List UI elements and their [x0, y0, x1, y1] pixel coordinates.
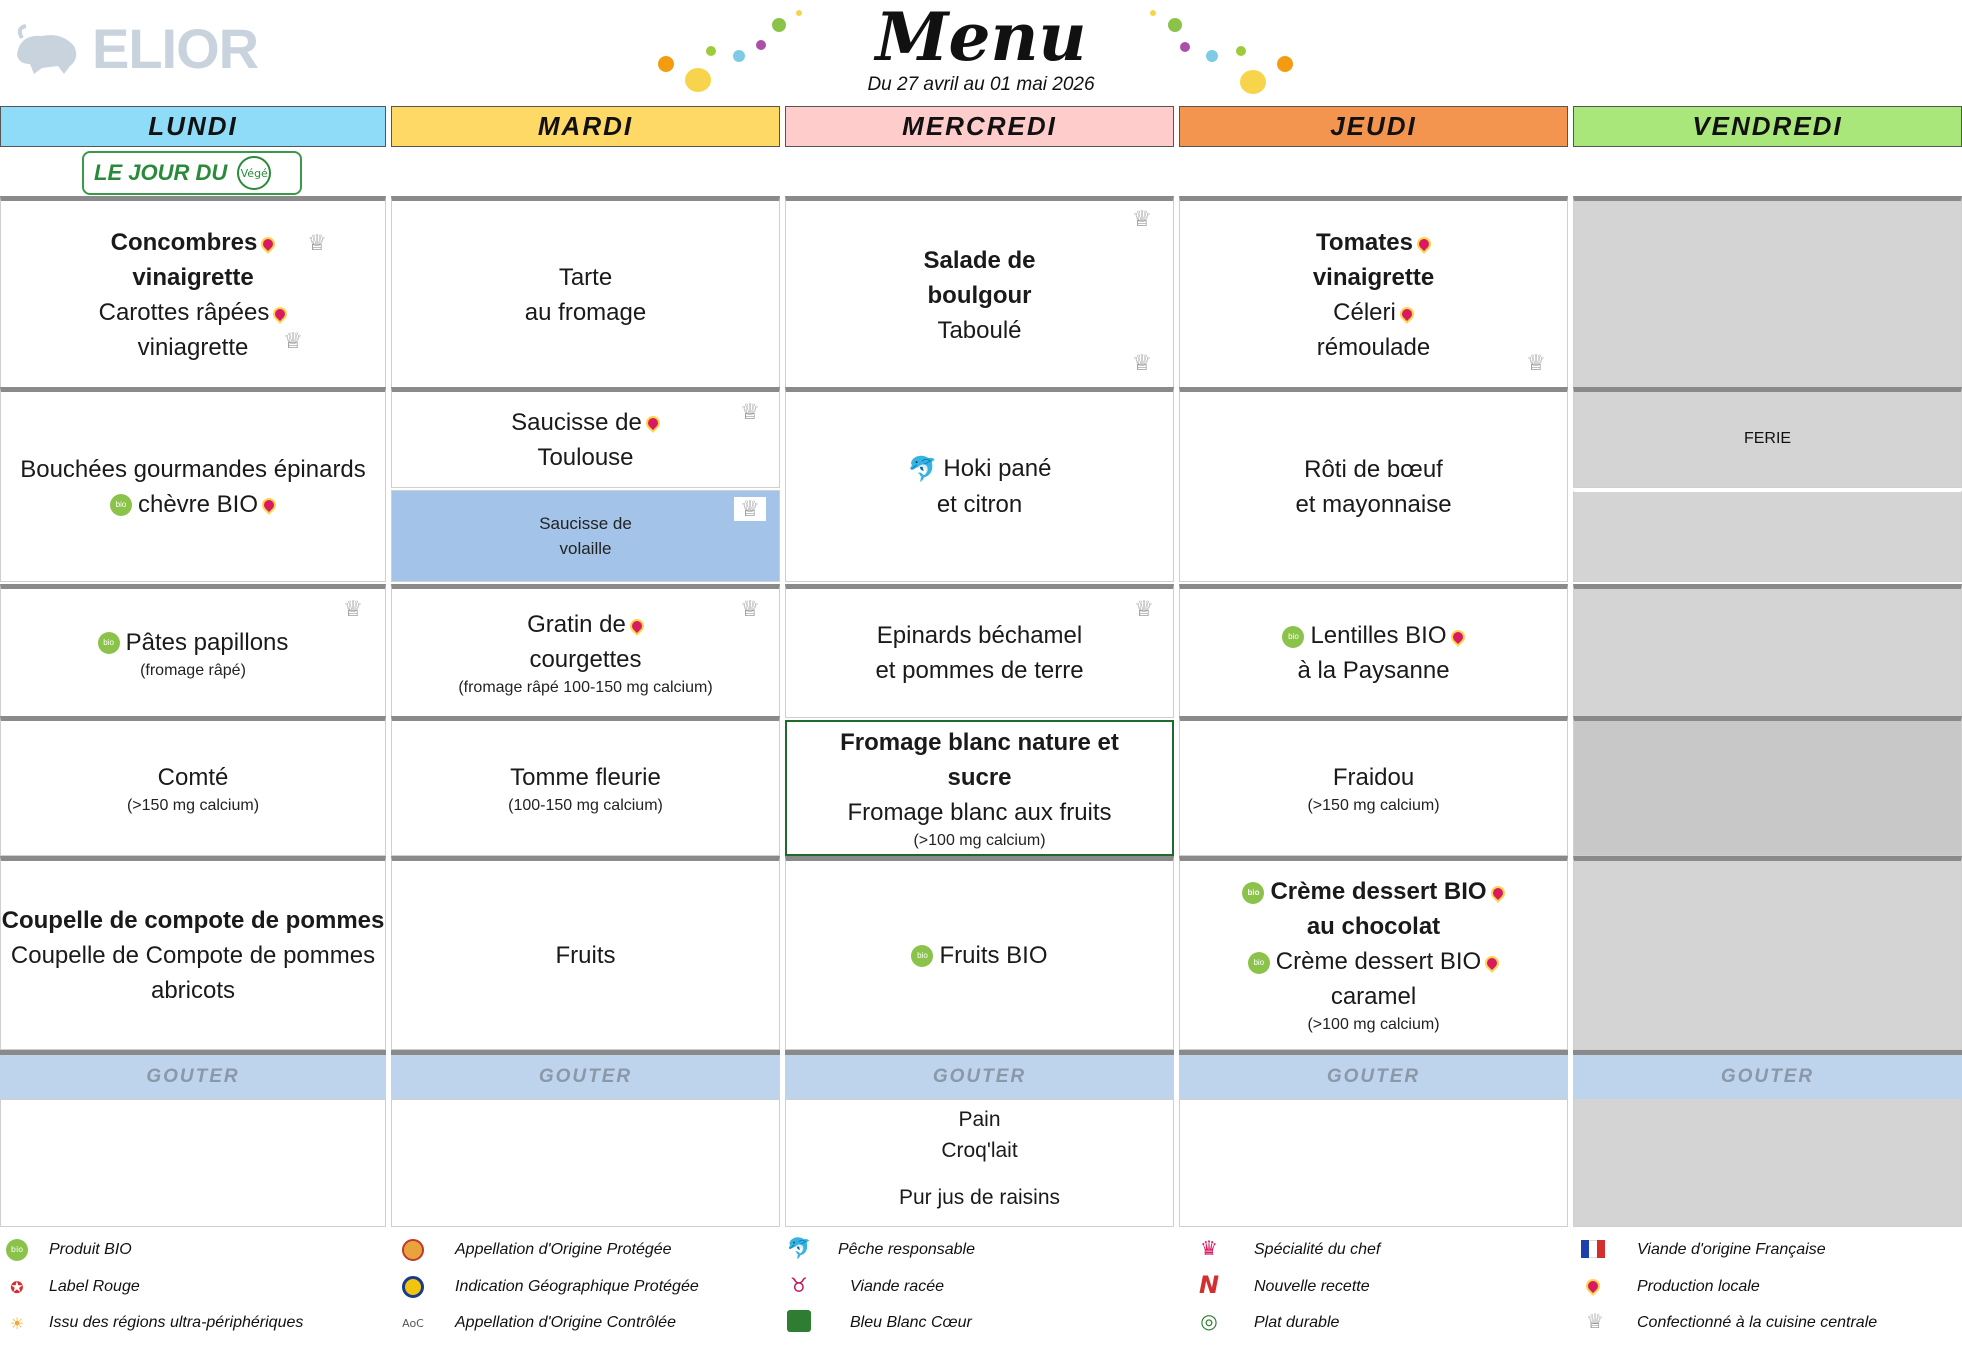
day-header-jeudi: JEUDI [1179, 106, 1568, 147]
dish-line: Coupelle de Compote de pommes [10, 941, 376, 969]
dish-note: (>150 mg calcium) [126, 796, 260, 814]
dessert-vendredi [1573, 856, 1962, 1050]
dish-note: (>100 mg calcium) [913, 831, 1046, 849]
dish-line: Salade de [923, 246, 1036, 274]
igp-icon [400, 1274, 426, 1300]
snack-line: Pain [958, 1108, 1001, 1131]
accomp-vendredi [1573, 584, 1962, 718]
page-title: Menu [875, 0, 1087, 76]
plat-mercredi [785, 387, 1174, 582]
legend-label: Issu des régions ultra-périphériques [49, 1314, 304, 1331]
dish-line: Rôti de bœuf [1304, 455, 1443, 483]
dish-line: Carottes râpées [98, 299, 270, 326]
bleu-blanc-coeur-icon [786, 1308, 812, 1334]
dish-line: vinaigrette [1312, 264, 1435, 291]
dish-line: Comté [157, 763, 229, 791]
chef-hat-icon: ♕ [740, 596, 760, 621]
dish-line: à la Paysanne [1297, 657, 1450, 684]
dish-line: courgettes [529, 646, 642, 673]
dish-line: Crème dessert BIO [1270, 878, 1487, 905]
pin-icon [259, 495, 279, 515]
bio-icon: bio [1242, 882, 1264, 904]
plat-mardi [391, 387, 780, 488]
new-recipe-icon: N [1198, 1271, 1220, 1299]
dish-note: (100-150 mg calcium) [508, 796, 663, 814]
pin-icon [643, 413, 663, 433]
aoc-icon: AoC [402, 1316, 424, 1330]
dish-note: (>150 mg calcium) [1307, 796, 1440, 814]
laitage-mercredi[interactable] [785, 720, 1174, 856]
gouter-header-vendredi: GOUTER [1573, 1050, 1962, 1099]
label-rouge-icon: ✪ [10, 1277, 24, 1297]
legend-label: Nouvelle recette [1254, 1278, 1370, 1295]
gouter-mardi [391, 1099, 780, 1227]
legend-label: Spécialité du chef [1254, 1241, 1381, 1258]
chef-hat-icon: ♕ [283, 328, 303, 353]
legend-label: Production locale [1637, 1278, 1760, 1295]
bio-icon: bio [911, 945, 933, 967]
fish-icon: 🐬 [786, 1236, 812, 1260]
entree-vendredi [1573, 196, 1962, 390]
legend-label: Bleu Blanc Cœur [850, 1314, 972, 1331]
dish-line: Concombres [110, 229, 258, 256]
sustainable-icon: ◎ [1200, 1309, 1218, 1333]
dish-line: Taboulé [937, 316, 1022, 344]
dish-line: sucre [947, 763, 1012, 791]
dish-line: chèvre BIO [137, 490, 259, 518]
chef-hat-icon: ♕ [1134, 596, 1154, 621]
pin-icon [1397, 304, 1417, 324]
bio-icon: bio [98, 632, 120, 654]
dessert-jeudi [1179, 856, 1568, 1050]
fish-icon: 🐬 [907, 456, 938, 484]
accomp-mardi [391, 584, 780, 718]
dish-line: viniagrette [137, 334, 249, 361]
laitage-mardi [391, 716, 780, 856]
plat-vendredi [1573, 387, 1962, 488]
pin-icon [1414, 234, 1434, 254]
pin-icon [270, 304, 290, 324]
dish-line: Crème dessert BIO [1275, 948, 1482, 975]
dish-line: Coupelle de compote de pommes [1, 906, 385, 934]
dish-line: Saucisse de [511, 408, 642, 436]
dish-line: et citron [936, 491, 1023, 519]
brand-name: ELIOR [92, 17, 259, 80]
dish-line: Céleri [1333, 299, 1396, 326]
gouter-header-lundi: GOUTER [0, 1050, 386, 1099]
bio-icon: bio [1282, 626, 1304, 648]
chef-hat-icon: ♕ [740, 399, 760, 424]
legend-label: Viande racée [850, 1278, 944, 1295]
dish-line: Saucisse de [539, 514, 632, 533]
gouter-header-jeudi: GOUTER [1179, 1050, 1568, 1099]
entree-lundi [0, 196, 386, 390]
dish-line: Fromage blanc aux fruits [847, 798, 1112, 826]
pin-icon [1448, 627, 1468, 647]
dessert-lundi [0, 856, 386, 1050]
dish-line: Tarte [558, 264, 613, 291]
bio-icon: bio [110, 494, 132, 516]
dish-line: Fruits [555, 941, 616, 969]
day-header-mardi: MARDI [391, 106, 780, 147]
chef-hat-icon: ♕ [343, 596, 363, 621]
legend-label: Pêche responsable [838, 1241, 975, 1258]
laitage-vendredi [1573, 716, 1962, 856]
chef-icon: ♛ [1200, 1236, 1218, 1260]
pin-icon [1482, 953, 1502, 973]
plat-vendredi-alt [1573, 490, 1962, 582]
laitage-lundi [0, 716, 386, 856]
entree-mardi [391, 196, 780, 390]
dish-line: et mayonnaise [1295, 490, 1452, 518]
dish-line: abricots [150, 976, 236, 1004]
chef-hat-icon: ♕ [1132, 206, 1152, 231]
dish-line: Tomme fleurie [510, 763, 661, 791]
dish-line: boulgour [927, 281, 1032, 309]
accomp-lundi [0, 584, 386, 718]
laitage-jeudi [1179, 716, 1568, 856]
france-flag-icon [1580, 1236, 1606, 1262]
dish-line: Bouchées gourmandes épinards [20, 455, 366, 483]
legend-label: Plat durable [1254, 1314, 1340, 1331]
accomp-jeudi [1179, 584, 1568, 718]
gouter-header-mercredi: GOUTER [785, 1050, 1174, 1099]
dish-line: Toulouse [537, 443, 634, 471]
legend-label: Viande d'origine Française [1637, 1241, 1826, 1258]
day-header-mercredi: MERCREDI [785, 106, 1174, 147]
chef-hat-icon: ♕ [307, 230, 327, 255]
dish-note: (fromage râpé 100-150 mg calcium) [458, 679, 713, 696]
accomp-mercredi [785, 584, 1174, 718]
pin-icon [258, 234, 278, 254]
legend-label: Label Rouge [49, 1278, 140, 1295]
entree-mercredi [785, 196, 1174, 390]
dessert-mardi [391, 856, 780, 1050]
pin-icon [1580, 1273, 1606, 1299]
dish-line: Tomates [1316, 229, 1413, 256]
date-range: Du 27 avril au 01 mai 2026 [867, 74, 1095, 95]
plat-jeudi [1179, 387, 1568, 582]
dish-line: Gratin de [527, 611, 626, 638]
legend-label: Produit BIO [49, 1241, 132, 1258]
dish-line: volaille [559, 539, 612, 558]
dish-line: Fraidou [1332, 763, 1415, 791]
entree-jeudi [1179, 196, 1568, 390]
snack-line: Croq'lait [941, 1139, 1018, 1162]
bio-icon: bio [4, 1237, 30, 1263]
day-header-lundi: LUNDI [0, 106, 386, 147]
gouter-jeudi [1179, 1099, 1568, 1227]
dish-note: (>100 mg calcium) [1307, 1016, 1440, 1033]
dish-line: Lentilles BIO [1310, 622, 1447, 649]
aop-icon [400, 1237, 426, 1263]
dish-line: Epinards béchamel [876, 622, 1083, 649]
dessert-mercredi [785, 856, 1174, 1050]
plat-mardi-alt [391, 490, 780, 582]
bio-icon: bio [1248, 952, 1270, 974]
gouter-vendredi [1573, 1099, 1962, 1227]
dish-line: et pommes de terre [875, 657, 1084, 684]
chef-hat-icon: ♕ [1132, 350, 1152, 375]
chef-hat-icon: ♕ [1526, 350, 1546, 375]
dish-line: Fromage blanc nature et [840, 728, 1119, 756]
ultra-peripheral-icon: ☀ [9, 1313, 25, 1333]
cow-icon: ♉ [790, 1273, 808, 1297]
pin-icon [627, 616, 647, 636]
gouter-lundi [0, 1099, 386, 1227]
chef-hat-icon: ♕ [734, 497, 766, 521]
dish-line: vinaigrette [132, 264, 254, 291]
pin-icon [1488, 883, 1508, 903]
dish-line: caramel [1330, 983, 1417, 1010]
gouter-header-mardi: GOUTER [391, 1050, 780, 1099]
dish-line: au fromage [524, 299, 647, 326]
snack-line: Pur jus de raisins [898, 1186, 1061, 1209]
legend-label: Confectionné à la cuisine centrale [1637, 1314, 1878, 1331]
dish-line: Fruits BIO [939, 941, 1048, 969]
legend-label: Appellation d'Origine Contrôlée [455, 1314, 676, 1331]
veg-badge-text: LE JOUR DU [94, 160, 228, 185]
day-header-vendredi: VENDREDI [1573, 106, 1962, 147]
veg-day-badge [82, 151, 302, 195]
dish-line: Pâtes papillons [125, 628, 289, 656]
dish-line: au chocolat [1306, 913, 1441, 940]
dish-line: rémoulade [1316, 334, 1431, 361]
dish-line: Hoki pané [943, 454, 1052, 482]
chef-hat-icon: ♕ [1586, 1309, 1604, 1333]
legend-label: Indication Géographique Protégée [455, 1278, 699, 1295]
holiday-label: FERIE [1743, 430, 1792, 447]
legend-label: Appellation d'Origine Protégée [455, 1241, 672, 1258]
dish-note: (fromage râpé) [140, 661, 246, 679]
gouter-mercredi [785, 1099, 1174, 1227]
vege-icon: Végé [237, 156, 271, 190]
plat-lundi [0, 387, 386, 582]
